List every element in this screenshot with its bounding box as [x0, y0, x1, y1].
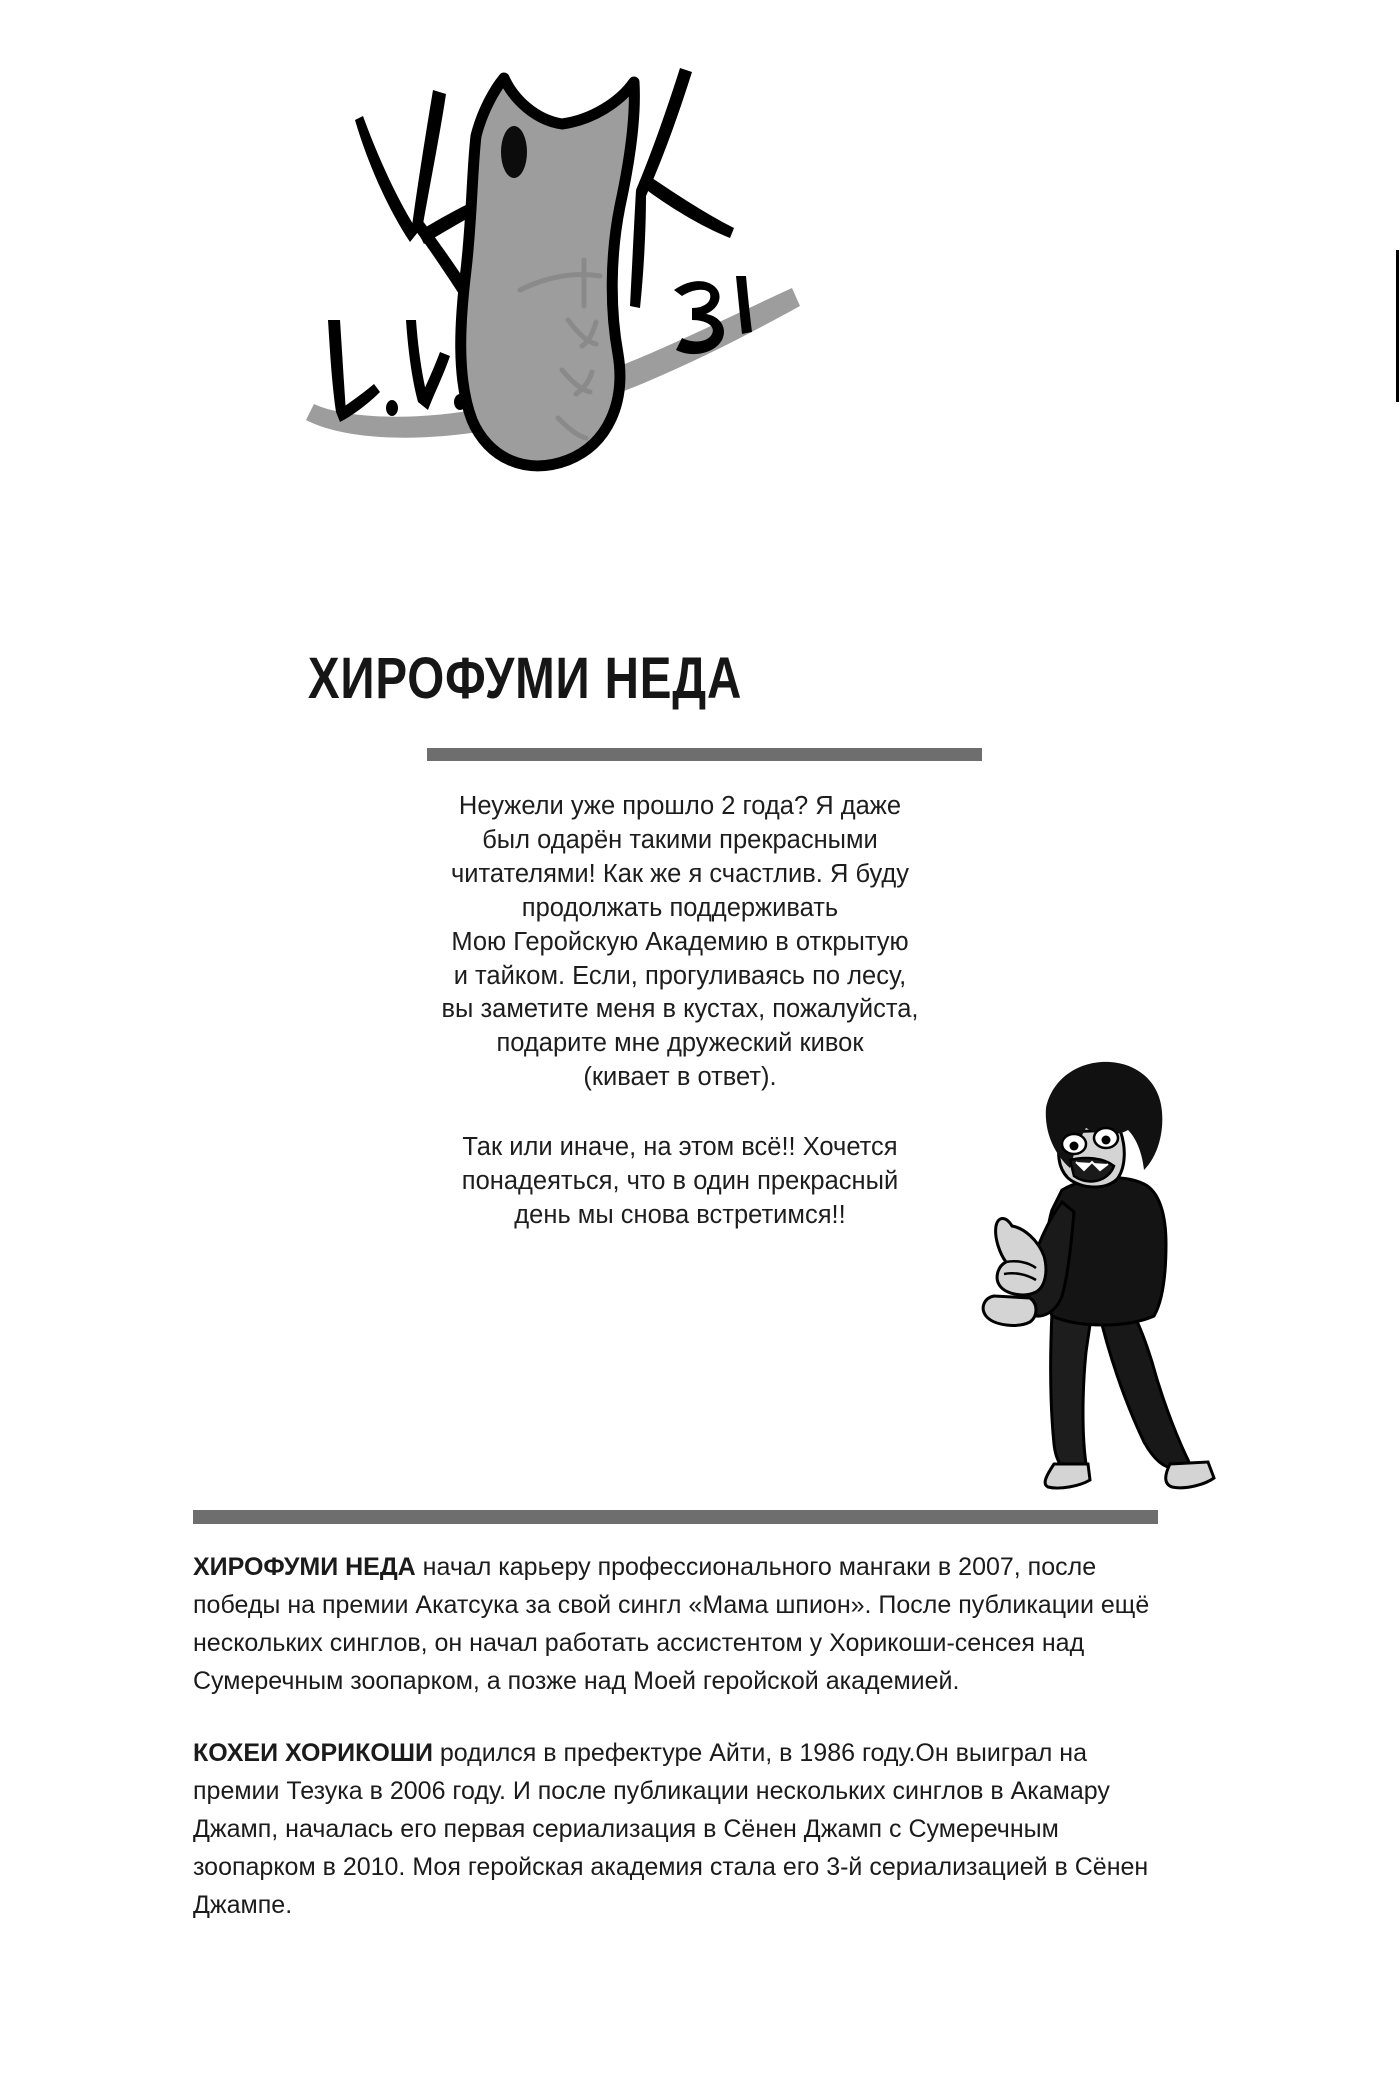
bio-name-lead: ХИРОФУМИ НЕДА: [193, 1553, 416, 1581]
quote-line: понадеяться, что в один прекрасный: [461, 1167, 899, 1196]
page-edge-mark: [1396, 250, 1399, 402]
quote-line: вы заметите меня в кустах, пожалуйста,: [441, 995, 919, 1024]
bio-entry: [193, 1734, 1168, 1924]
figure-front-leg: [1051, 1302, 1094, 1470]
quote-line: читателями! Как же я счастлив. Я буду: [450, 859, 910, 888]
quote-line: был одарён такими прекрасными: [482, 825, 878, 854]
figure-lower-hand: [983, 1296, 1036, 1325]
bio-name-lead: КОХЕИ ХОРИКОШИ: [193, 1739, 433, 1767]
quote-line: день мы снова встретимся!!: [514, 1200, 846, 1229]
quote-line: продолжать поддерживать: [521, 893, 839, 922]
quote-paragraph-2: [390, 1131, 970, 1233]
figure-pupil-left: [1070, 1142, 1079, 1151]
page-title: ХИРОФУМИ НЕДА: [307, 646, 743, 711]
level-prefix-handwriting: [328, 320, 466, 422]
creature-body: [461, 78, 635, 466]
divider-top: [427, 748, 982, 761]
level-creature-illustration: [300, 20, 820, 490]
quote-line: (кивает в ответ).: [583, 1063, 777, 1092]
level-number-handwriting: [674, 276, 752, 354]
figure-back-foot: [1166, 1462, 1214, 1488]
figure-front-foot: [1045, 1464, 1090, 1488]
antenna-right: [630, 68, 734, 308]
quote-line: и тайком. Если, прогуливаясь по лесу,: [453, 961, 907, 990]
afterword-quote: [390, 790, 970, 1233]
bio-text: родился в префектуре Айти, в 1986 году.Он выиграл на премии Тезука в 2006 году. И после публикации нескольких синглов в Акамару Джамп, началась его первая сериализация в Сёнен Джамп с Сумеречным зоопарком в 2010. Моя геройская академия стала его 3-й сериализацией в Сёнен Джампе.: [193, 1739, 1149, 1919]
author-bio-section: [193, 1548, 1168, 1924]
creature-eye: [501, 126, 527, 178]
divider-bottom: [193, 1510, 1158, 1524]
author-illustration: [958, 1040, 1248, 1490]
quote-line: Мою Геройскую Академию в открытую: [451, 927, 909, 956]
figure-pupil-right: [1102, 1136, 1111, 1145]
quote-line: подарите мне дружеский кивок: [496, 1029, 864, 1058]
quote-paragraph-1: [390, 790, 970, 1095]
bio-text: начал карьеру профессионального мангаки в 2007, после победы на премии Акатсука за свой сингл «Мама шпион». После публикации ещё нескольких синглов, он начал работать ассистентом у Хорикоши-сенсея над Сумеречным зоопарком, а позже над Моей геройской академией.: [193, 1553, 1150, 1695]
quote-line: Неужели уже прошло 2 года? Я даже: [458, 792, 902, 820]
figure-thumbs-up-hand: [996, 1219, 1046, 1295]
figure-back-leg: [1098, 1302, 1190, 1468]
bio-entry: [193, 1548, 1168, 1700]
quote-line: Так или иначе, на этом всё!! Хочется: [462, 1133, 898, 1162]
